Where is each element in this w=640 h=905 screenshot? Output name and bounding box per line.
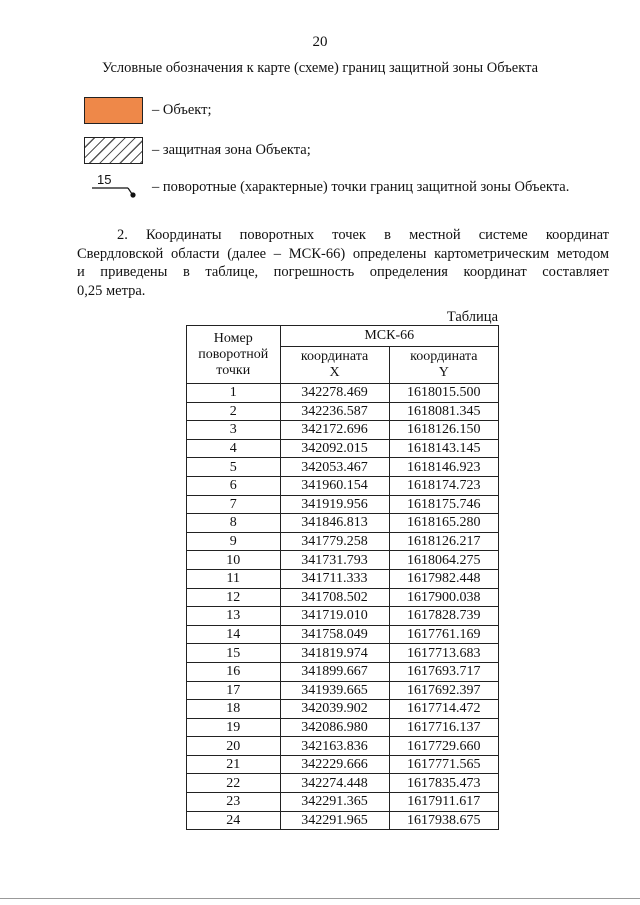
cell-coordinate-x: 342163.836 [280,737,389,756]
cell-coordinate-x: 341846.813 [280,514,389,533]
cell-coordinate-y: 1618081.345 [389,402,498,421]
cell-point-number: 8 [187,514,281,533]
cell-coordinate-x: 342053.467 [280,458,389,477]
table-row [187,384,499,403]
cell-coordinate-y: 1617982.448 [389,569,498,588]
cell-point-number: 1 [187,384,281,403]
legend-item-turning-point [84,172,569,202]
coordinates-table [186,325,499,830]
page-number: 20 [312,34,328,50]
cell-coordinate-y: 1618143.145 [389,439,498,458]
legend-label-turning-points: – поворотные (характерные) точки границ защитной зоны Объекта. [152,178,570,195]
cell-coordinate-x: 342278.469 [280,384,389,403]
cell-coordinate-x: 341939.665 [280,681,389,700]
cell-coordinate-y: 1618064.275 [389,551,498,570]
table-row [187,755,499,774]
table-row [187,662,499,681]
cell-point-number: 3 [187,421,281,440]
cell-coordinate-y: 1617828.739 [389,607,498,626]
table-row [187,551,499,570]
table-row [187,532,499,551]
table-row [187,681,499,700]
cell-point-number: 19 [187,718,281,737]
cell-coordinate-y: 1617761.169 [389,625,498,644]
cell-coordinate-y: 1618175.746 [389,495,498,514]
table-row [187,514,499,533]
cell-point-number: 16 [187,662,281,681]
cell-coordinate-y: 1617938.675 [389,811,498,830]
cell-coordinate-x: 341919.956 [280,495,389,514]
table-body [187,384,499,830]
cell-point-number: 4 [187,439,281,458]
turning-point-icon [84,172,143,202]
cell-point-number: 22 [187,774,281,793]
table-row [187,569,499,588]
cell-coordinate-x: 342291.365 [280,793,389,812]
cell-point-number: 17 [187,681,281,700]
cell-coordinate-x: 342092.015 [280,439,389,458]
cell-point-number: 9 [187,532,281,551]
cell-point-number: 18 [187,700,281,719]
header-point-number: Номер поворотной точки [187,326,281,384]
cell-coordinate-x: 342039.902 [280,700,389,719]
cell-coordinate-y: 1617692.397 [389,681,498,700]
cell-coordinate-y: 1618015.500 [389,384,498,403]
table-row [187,588,499,607]
table-row [187,476,499,495]
legend-title: Условные обозначения к карте (схеме) границ защитной зоны Объекта [101,60,539,76]
table-row [187,625,499,644]
cell-point-number: 24 [187,811,281,830]
cell-coordinate-x: 341711.333 [280,569,389,588]
cell-point-number: 10 [187,551,281,570]
table-row [187,402,499,421]
cell-coordinate-x: 341758.049 [280,625,389,644]
header-coordinate-x: координата X [280,347,389,384]
cell-point-number: 11 [187,569,281,588]
cell-point-number: 23 [187,793,281,812]
table-row [187,737,499,756]
header-coordinate-y: координата Y [389,347,498,384]
cell-coordinate-y: 1618174.723 [389,476,498,495]
cell-coordinate-y: 1618126.150 [389,421,498,440]
cell-coordinate-x: 341899.667 [280,662,389,681]
cell-coordinate-y: 1617729.660 [389,737,498,756]
table-row [187,458,499,477]
cell-point-number: 13 [187,607,281,626]
cell-coordinate-x: 342229.666 [280,755,389,774]
table-row [187,495,499,514]
cell-coordinate-y: 1617693.717 [389,662,498,681]
cell-coordinate-x: 341819.974 [280,644,389,663]
cell-coordinate-x: 342236.587 [280,402,389,421]
cell-coordinate-x: 341779.258 [280,532,389,551]
cell-coordinate-y: 1618146.923 [389,458,498,477]
cell-coordinate-x: 341719.010 [280,607,389,626]
cell-coordinate-y: 1617716.137 [389,718,498,737]
cell-coordinate-y: 1617771.565 [389,755,498,774]
legend-item-object [84,95,212,125]
cell-coordinate-y: 1617714.472 [389,700,498,719]
cell-coordinate-y: 1617911.617 [389,793,498,812]
legend-label-zone: – защитная зона Объекта; [152,141,311,158]
cell-coordinate-x: 341960.154 [280,476,389,495]
cell-coordinate-x: 341708.502 [280,588,389,607]
cell-coordinate-y: 1618165.280 [389,514,498,533]
cell-coordinate-x: 341731.793 [280,551,389,570]
header-msk66: МСК-66 [280,326,499,347]
cell-coordinate-y: 1618126.217 [389,532,498,551]
cell-point-number: 12 [187,588,281,607]
cell-point-number: 5 [187,458,281,477]
page-bottom-divider [0,898,640,899]
cell-coordinate-x: 342086.980 [280,718,389,737]
paragraph-line: 2. Координаты поворотных точек в местной системе координат [117,227,609,243]
paragraph-line: и приведены в таблице, погрешность определения координат составляет [77,264,609,281]
cell-point-number: 21 [187,755,281,774]
cell-coordinate-x: 342172.696 [280,421,389,440]
legend-item-protective-zone [84,135,311,165]
cell-point-number: 7 [187,495,281,514]
table-row [187,811,499,830]
table-row [187,700,499,719]
legend-label-object: – Объект; [152,101,212,118]
object-swatch-icon [84,97,143,124]
table-row [187,718,499,737]
cell-point-number: 15 [187,644,281,663]
coordinates-paragraph [77,226,609,300]
turning-point-number: 15 [97,172,112,187]
cell-coordinate-x: 342274.448 [280,774,389,793]
hatched-zone-icon [84,137,143,164]
cell-coordinate-y: 1617835.473 [389,774,498,793]
cell-coordinate-x: 342291.965 [280,811,389,830]
table-row [187,793,499,812]
paragraph-line: Свердловской области (далее – МСК-66) определены картометрическим методом [77,245,609,262]
cell-point-number: 20 [187,737,281,756]
table-row [187,439,499,458]
table-row [187,421,499,440]
table-row [187,607,499,626]
cell-point-number: 14 [187,625,281,644]
table-row [187,774,499,793]
table-row [187,644,499,663]
cell-point-number: 2 [187,402,281,421]
paragraph-line: 0,25 метра. [77,282,146,299]
cell-point-number: 6 [187,476,281,495]
cell-coordinate-y: 1617900.038 [389,588,498,607]
cell-coordinate-y: 1617713.683 [389,644,498,663]
table-caption: Таблица [446,309,498,325]
